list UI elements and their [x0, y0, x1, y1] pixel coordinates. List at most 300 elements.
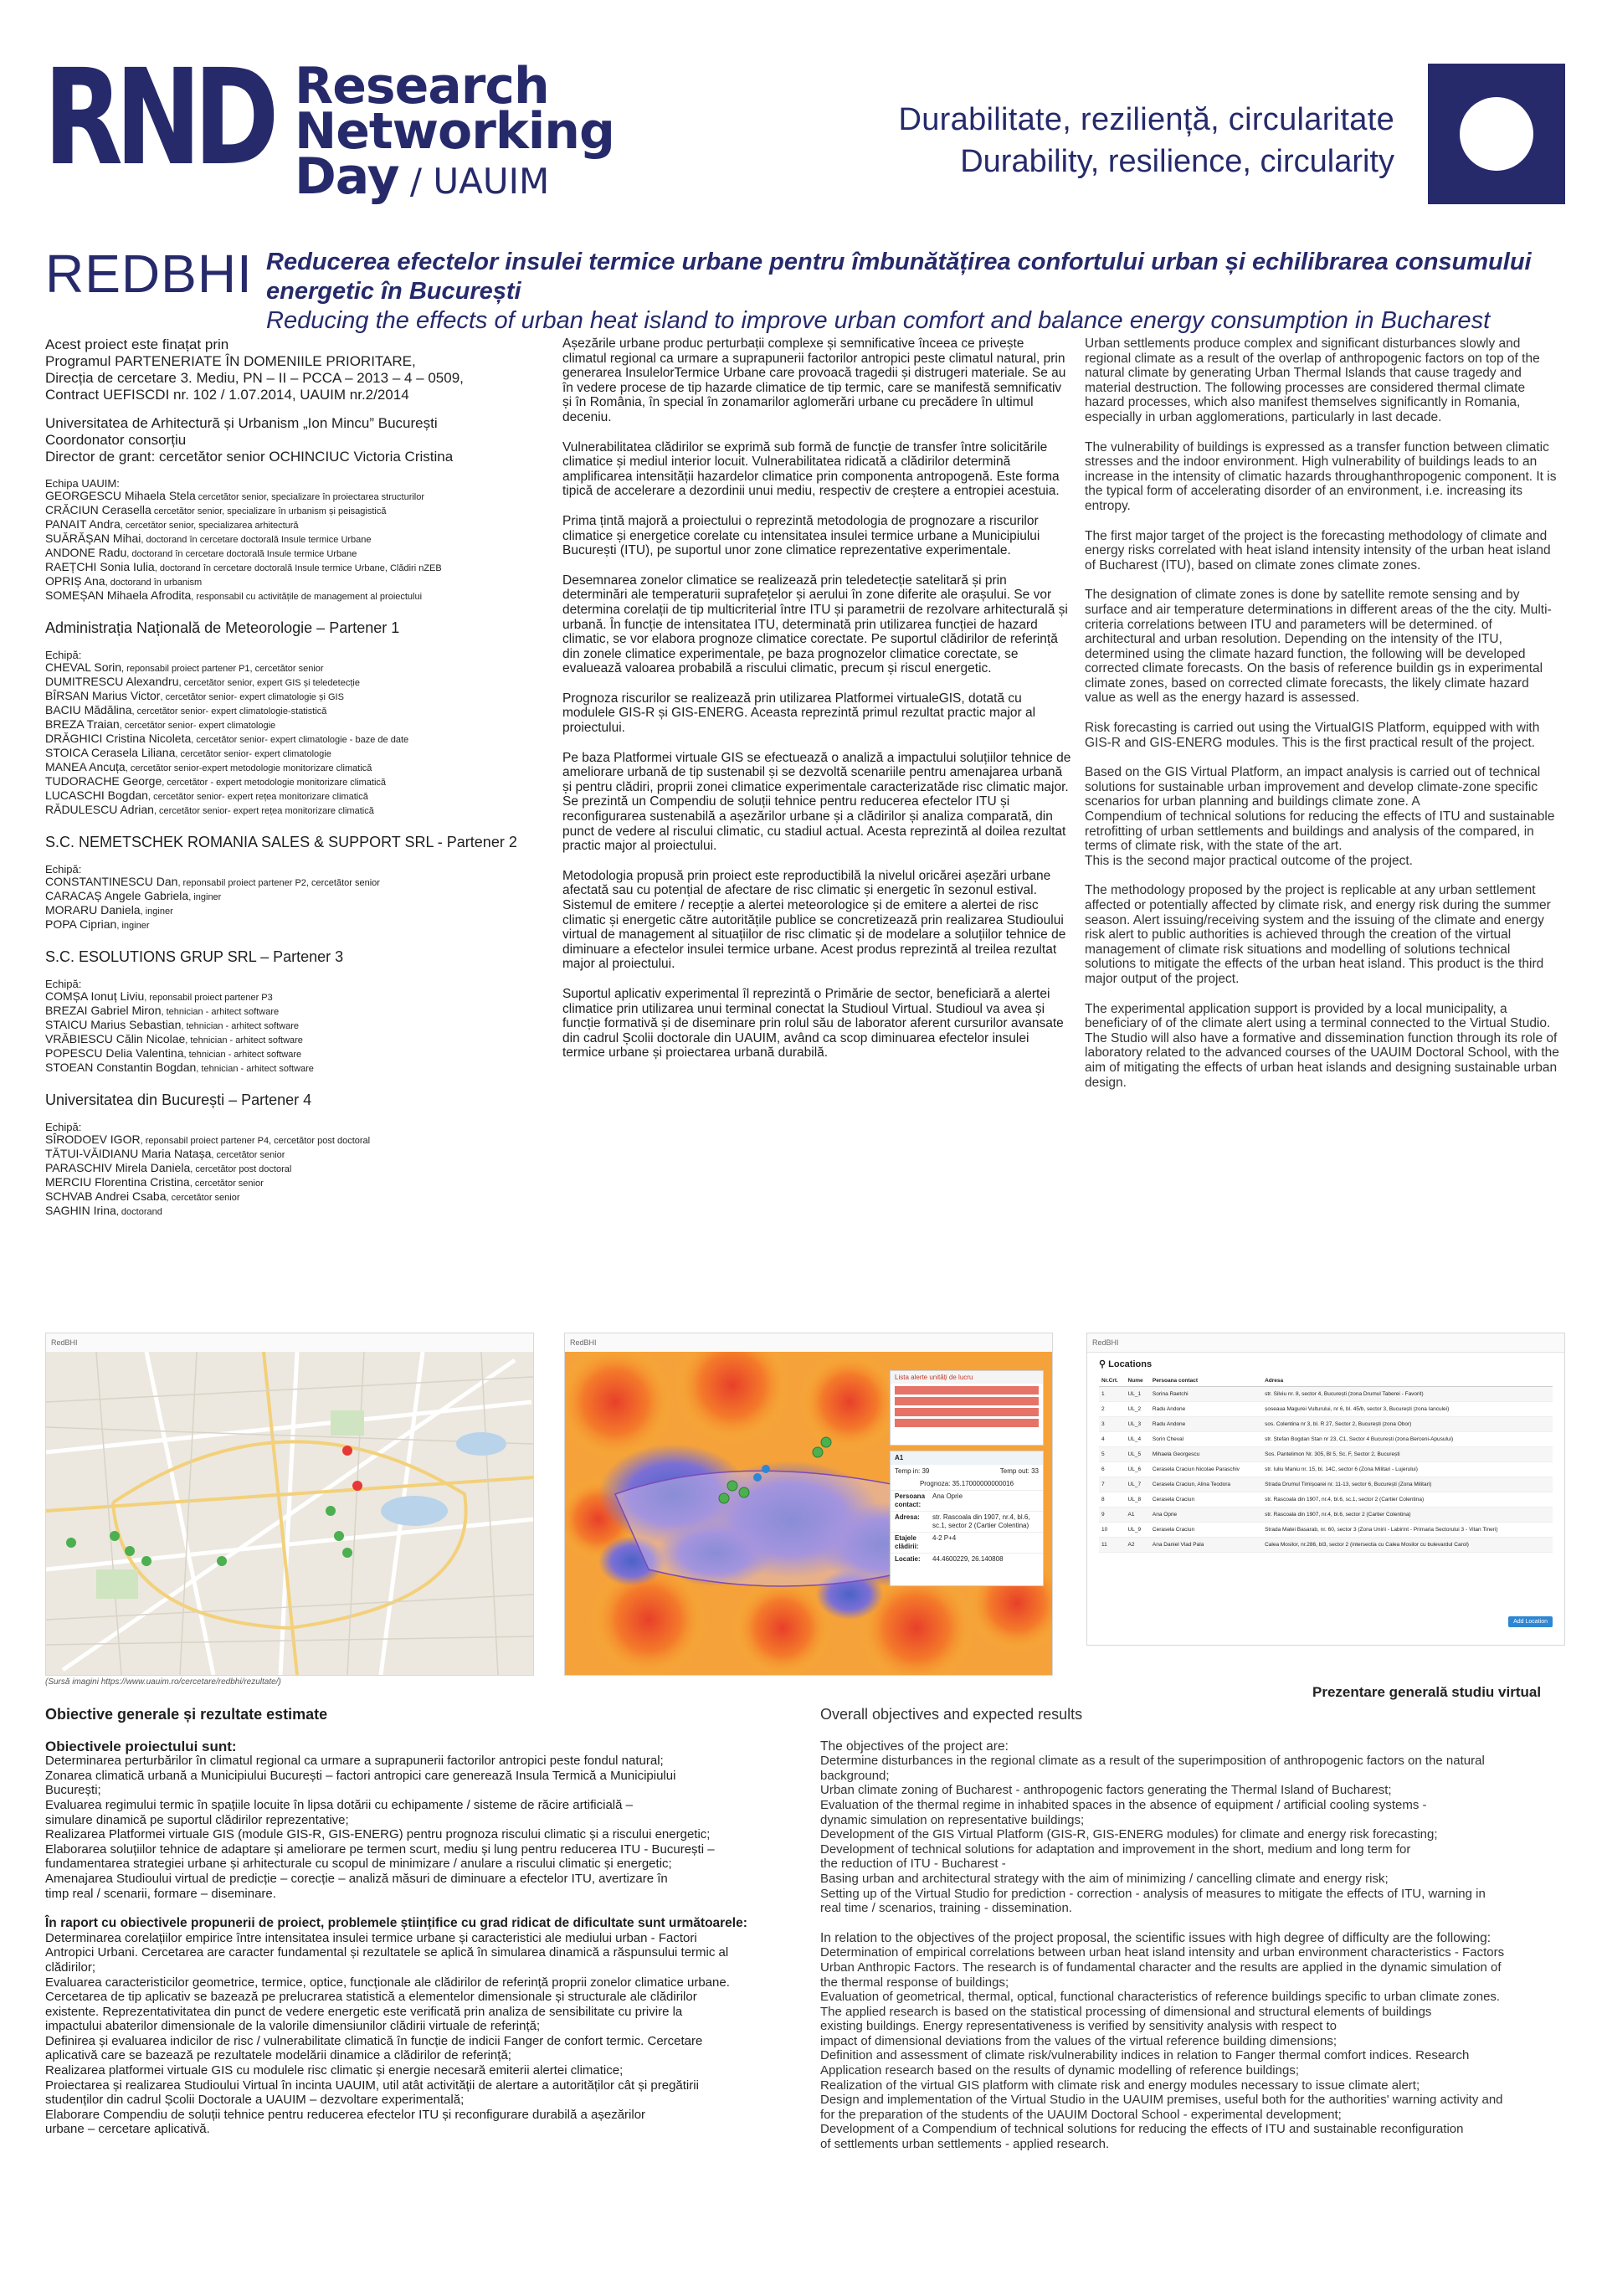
app-title-bar [46, 1333, 533, 1353]
issue-line: Cercetarea de tip aplicativ se bazează pe prelucrarea statistică a elementelor dimensionale și structurale ale clădirilor [45, 1990, 697, 2005]
issue-line: urbane – cercetare aplicativă. [45, 2122, 210, 2137]
screenshot-map-locations [45, 1333, 534, 1676]
issue-line: Elaborare Compendiu de soluții tehnice pentru reducerea efectelor ITU și reconfigurare durabilă a așezărilor [45, 2107, 646, 2122]
alert-list-panel [890, 1370, 1044, 1446]
objective-line: Realizarea Platformei virtuale GIS (module GIS-R, GIS-ENERG) pentru prognoza riscului climatic și a riscului energetic; [45, 1827, 711, 1842]
issue-line: Definition and assessment of climate risk/vulnerability indices in relation to Fanger thermal comfort indices. Research [820, 2048, 1470, 2063]
partner-name: S.C. NEMETSCHEK ROMANIA SALES & SUPPORT SRL - Partener 2 [45, 834, 517, 850]
member-role: , cercetător senior- expert climatologie și GIS [160, 692, 344, 702]
issue-line: Determinarea corelațiilor empirice între intensitatea insulei termice urbane și caracteristici ale mediului urban - Factori [45, 1930, 697, 1945]
locations-label: Locations [1108, 1359, 1153, 1369]
field-key: Locatie: [895, 1555, 921, 1563]
team-member [45, 904, 531, 918]
table-cell: Sos. Pantelimon Nr. 305, Bl 5, Sc. F, Sector 2, București [1262, 1447, 1553, 1462]
member-name: CONSTANTINESCU Dan [45, 875, 178, 888]
team-member [45, 1162, 531, 1176]
image-source-caption: (Sursă imagini https://www.uauim.ro/cercetare/redbhi/rezultate/) [45, 1677, 281, 1687]
partner-name: S.C. ESOLUTIONS GRUP SRL – Partener 3 [45, 948, 344, 965]
member-role: , doctorand în urbanism [105, 578, 203, 588]
issue-line: impact of dimensional deviations from the values of the virtual reference building dimensions; [820, 2033, 1337, 2048]
issue-line: aplicativă care se bazează pe rezultatele modelării dinamice a clădirilor de referință; [45, 2048, 511, 2063]
partner-team-label: Echipă: [45, 1121, 82, 1133]
paragraph-en: The designation of climate zones is done by satellite remote sensing and by surface and air temperature determinations in different areas of the the city. Multi-criteria correlations between ITU and parameters will be determined. of architectural and urban resolution. Depending on the intensity of the ITU, determined using the climate hazard function, the following will be developed corrected climate forecasts. On the basis of reference buildin gs in experimental climate zones, based on corrected climate forecasts, the likely climate hazard value as well as the energy hazard is assessed. [1085, 588, 1552, 706]
objective-line: Amenajarea Studioului virtual de predicție – corecție – analiză măsuri de diminuare a efectelor ITU, avertizare în [45, 1871, 668, 1886]
paragraph-ro: Desemnarea zonelor climatice se realizează prin teledetecție satelitară și prin determinări ale temperaturii suprafețelor și aerului în zone diferite ale orașului. Se vor determina corelații de tip multicriterial între ITU și parametrii de rezolvare arhitecturală și urbană. În funcție de intensitatea ITU, determinată prin utilizarea funcției de hazard climatic, se vor elabora prognoze climatice corectate. Pe suportul clădirilor de referință din zonele climatice experimentale, pe baza prognozelor climatice corectate, se evaluează valoarea probabilă a riscului climatic, precum și riscul energetic. [562, 573, 1068, 676]
alert-row[interactable] [895, 1419, 1039, 1427]
table-cell: Cerasela Craciun Nicolae Paraschiv [1150, 1462, 1262, 1477]
team-member [45, 890, 531, 904]
objective-line: Determinarea perturbărilor în climatul regional ca urmare a suprapunerii factorilor antropici peste fondul natural; [45, 1754, 664, 1769]
table-row[interactable] [1099, 1477, 1553, 1492]
field-key: Etajele clădirii: [895, 1534, 919, 1550]
member-role: , tehnician - arhitect software [161, 1007, 280, 1017]
app-title-bar [1087, 1333, 1564, 1353]
team-member [45, 732, 531, 747]
member-role: , tehnician - arhitect software [196, 1064, 314, 1074]
objective-line: simulare dinamică pe suportul clădirilor reprezentative; [45, 1812, 349, 1827]
member-name: SAGHIN Irina [45, 1204, 116, 1217]
issue-line: existing buildings. Energy representativeness is verified by sensitivity analysis with respect to [820, 2019, 1337, 2034]
table-cell: Ana Oprie [1150, 1508, 1262, 1523]
temp-in: Temp in: 39 [895, 1467, 930, 1475]
member-role: , cercetător senior [211, 1150, 285, 1160]
table-cell: str. Silviu nr. 8, sector 4, București (zona Drumul Taberei - Favorit) [1262, 1387, 1553, 1402]
table-cell: UL_7 [1126, 1477, 1150, 1492]
funding-line: Programul PARTENERIATE ÎN DOMENIILE PRIORITARE, [45, 353, 416, 369]
issue-line: Urban Anthropic Factors. The research is of fundamental character and the results are applied in the dynamic simulation of [820, 1960, 1502, 1975]
issue-line: Realizarea platformei virtuale GIS cu modulele risc climatic și energie necesară emiterii alertei climatice; [45, 2063, 624, 2078]
funding-line: Contract UEFISCDI nr. 102 / 1.07.2014, UAUIM nr.2/2014 [45, 387, 409, 403]
member-name: CRĂCIUN Cerasella [45, 503, 151, 516]
popup-field [891, 1553, 1043, 1565]
table-row[interactable] [1099, 1387, 1553, 1402]
table-cell: 6 [1099, 1462, 1126, 1477]
member-name: TĂTUI-VĂIDIANU Maria Natașa [45, 1147, 212, 1160]
member-role: , reponsabil proiect partener P3 [144, 993, 273, 1003]
partner-team-label: Echipă: [45, 978, 82, 990]
paragraph-en: Based on the GIS Virtual Platform, an impact analysis is carried out of technical solutions for sustainable urban improvement and develop climate-zone specific scenarios for urban planning and buildings climate zone. A Compendium of technical solutions for reducing the effects of ITU and sustainable retrofitting of urban settlements and buildings and analysis of the compared, in terms of climate risk, with the state of the art. This is the second major practical outcome of the project. [1085, 765, 1555, 868]
team-member [45, 504, 531, 518]
member-name: SOMEȘAN Mihaela Afrodita [45, 588, 192, 602]
member-role: , reponsabil proiect partener P4, cercetător post doctoral [140, 1136, 371, 1146]
team-member [45, 1133, 531, 1148]
member-role: , cercetător senior, expert GIS și teledetecție [178, 678, 360, 688]
project-title [266, 248, 1607, 336]
member-role: , tehnician - arhitect software [185, 1035, 303, 1045]
objective-line: Development of the GIS Virtual Platform (GIS-R, GIS-ENERG modules) for climate and energy risk forecasting; [820, 1827, 1438, 1842]
conference-theme [899, 99, 1395, 182]
virtual-studio-caption: Prezentare generală studiu virtual [1312, 1684, 1542, 1700]
app-title: RedBHI [1092, 1338, 1119, 1347]
team-member [45, 1176, 531, 1190]
objectives-en [820, 1708, 1563, 2152]
member-role: , cercetător senior, specializarea arhitectură [120, 521, 299, 531]
table-row[interactable] [1099, 1538, 1553, 1553]
theme-en: Durability, resilience, circularity [960, 144, 1394, 179]
member-name: RAEȚCHI Sonia Iulia [45, 560, 155, 573]
team-member [45, 1190, 531, 1205]
logo-word-networking: Networking [295, 102, 614, 161]
table-cell: UL_6 [1126, 1462, 1150, 1477]
team-uauim-label: Echipa UAUIM: [45, 477, 120, 490]
member-role: , cercetător senior- expert climatologie [119, 721, 276, 731]
member-role: , doctorand în cercetare doctorală Insule termice Urbane [141, 535, 372, 545]
table-cell: 10 [1099, 1523, 1126, 1538]
objective-line: Zonarea climatică urbană a Municipiului București – factori antropici care generează Insula Termică a Municipiului [45, 1768, 676, 1783]
issue-line: Definirea și evaluarea indicilor de risc / vulnerabilitate climatică în funcție de indicii Fanger de confort termic. Cercetare [45, 2033, 703, 2048]
forecast-value: Prognoza: 35.17000000000016 [919, 1480, 1014, 1487]
app-title: RedBHI [51, 1338, 78, 1347]
member-name: COMȘA Ionuț Liviu [45, 989, 145, 1003]
table-cell: Strada Matei Basarab, nr. 60, sector 3 (Zona Unirii - Labirint - Primaria Sectorului 3 - Vitan Tineri) [1262, 1523, 1553, 1538]
team-member [45, 718, 531, 732]
project-title-ro: Reducerea efectelor insulei termice urbane pentru îmbunătățirea confortului urban și echilibrarea consumului energetic în București [266, 249, 1532, 305]
table-row[interactable] [1099, 1462, 1553, 1477]
member-role: , cercetător post doctoral [190, 1164, 292, 1174]
issues-list-en [820, 1945, 1563, 2151]
alert-row[interactable] [895, 1408, 1039, 1416]
member-role: , doctorand în cercetare doctorală Insule termice Urbane [126, 549, 357, 559]
table-cell: UL_3 [1126, 1417, 1150, 1432]
member-role: cercetător senior, specializare în proiectarea structurilor [195, 492, 425, 502]
objectives-subheading-ro: Obiectivele proiectului sunt: [45, 1738, 237, 1754]
objective-line: timp real / scenarii, formare – diseminare. [45, 1886, 276, 1901]
issue-line: of settlements urban settlements - applied research. [820, 2137, 1110, 2152]
objective-line: real time / scenarios, training - dissemination. [820, 1901, 1072, 1916]
logo-day: Day [295, 147, 399, 206]
team-member [45, 789, 531, 804]
table-cell: UL_9 [1126, 1523, 1150, 1538]
objective-line: București; [45, 1783, 101, 1798]
coordinator-line: Director de grant: cercetător senior OCHINCIUC Victoria Cristina [45, 449, 454, 465]
member-name: GEORGESCU Mihaela Stela [45, 489, 196, 502]
objective-line: Urban climate zoning of Bucharest - anthropogenic factors generating the Thermal Island of Bucharest; [820, 1783, 1392, 1798]
table-header-cell: Nr.Crt. [1099, 1375, 1126, 1387]
partner-name: Administrația Națională de Meteorologie – Partener 1 [45, 619, 400, 636]
table-cell: str. Ștefan Bogdan Stan nr 23, C1, Sector 4 București (zona Berceni-Apusului) [1262, 1432, 1553, 1447]
paragraph-ro: Metodologia propusă prin proiect este reproductibilă la nivelul oricărei așezări urbane afectată sau cu potențial de afectare de risc climatic și energetic în sezonul estival. Sistemul de emitere / recepție a alertei meteorologice și de emitere a alertei de risc climatic și energetic către autoritățile publice se concretizează prin realizarea Studioului virtual de management al situațiilor de risc climatic și de modelare a soluțiilor tehnice de diminuare a efectelor insulei termice urbane. Acest produs reprezintă al treilea rezultat major al proiectului. [562, 868, 1066, 972]
table-cell: 5 [1099, 1447, 1126, 1462]
objective-line: Development of technical solutions for adaptation and improvement in the short, medium and long term for [820, 1841, 1411, 1857]
table-cell: 1 [1099, 1387, 1126, 1402]
left-column [45, 336, 531, 1219]
objective-line: the reduction of ITU - Bucharest - [820, 1857, 1006, 1872]
table-cell: str. Rascoala din 1907, nr.4, bl.6, sector 2 (Cartier Colentina) [1262, 1508, 1553, 1523]
member-role: , inginer [188, 892, 222, 902]
project-acronym: REDBHI [45, 244, 253, 304]
member-name: CHEVAL Sorin [45, 660, 122, 674]
team-uauim-list [45, 490, 531, 604]
table-cell: str. Rascoala din 1907, nr.4, bl.6, sc.1, sector 2 (Cartier Colentina) [1262, 1492, 1553, 1508]
member-role: , inginer [140, 907, 173, 917]
team-member [45, 747, 531, 761]
issue-line: Determination of empirical correlations between urban heat island intensity and urban environment characteristics - Factors [820, 1945, 1505, 1960]
location-pin-icon: ⚲ [1099, 1359, 1109, 1369]
member-name: STOICA Cerasela Liliana [45, 746, 176, 759]
field-value: str. Rascoala din 1907, nr.4, bl.6, sc.1, sector 2 (Cartier Colentina) [932, 1513, 1030, 1529]
partner-name: Universitatea din București – Partener 4 [45, 1091, 312, 1108]
member-role: , cercetător senior [166, 1193, 240, 1203]
team-member [45, 704, 531, 718]
team-member [45, 876, 531, 890]
table-header-cell: Persoana contact [1150, 1375, 1262, 1387]
issue-line: Application research based on the results of dynamic modelling of reference buildings; [820, 2063, 1299, 2078]
table-cell: UL_2 [1126, 1402, 1150, 1417]
team-member [45, 1148, 531, 1162]
table-cell: str. Iuliu Maniu nr. 15, bl. 14C, sector 6 (Zona Militari - Lujerului) [1262, 1462, 1553, 1477]
issue-line: The applied research is based on the statistical processing of dimensional and structural elements of buildings [820, 2004, 1432, 2019]
table-cell: UL_1 [1126, 1387, 1150, 1402]
objective-line: dynamic simulation on representative buildings; [820, 1812, 1085, 1827]
member-role: , responsabil cu activitățile de management al proiectului [191, 592, 423, 602]
member-name: POPESCU Delia Valentina [45, 1046, 184, 1060]
issue-line: impactului abaterilor dimensionale de la valorile dimensiunilor clădirii virtuale de referință; [45, 2019, 541, 2034]
objective-line: fundamentarea strategiei urbane și arhitecturale cu scopul de minimizare / anulare a riscului climatic și energetic; [45, 1857, 672, 1872]
table-cell: Mihaela Georgescu [1150, 1447, 1262, 1462]
team-member [45, 561, 531, 575]
app-title-bar [565, 1333, 1052, 1353]
member-role: , inginer [116, 921, 150, 931]
member-role: , cercetător senior [189, 1179, 264, 1189]
member-role: , reponsabil proiect partener P2, cercetător senior [177, 878, 380, 888]
member-name: SUĂRĂȘAN Mihai [45, 532, 141, 545]
member-name: SÎRODOEV IGOR [45, 1133, 141, 1146]
issue-line: Development of a Compendium of technical solutions for reducing the effects of ITU and sustainable reconfiguration [820, 2122, 1464, 2137]
table-header-cell: Nume [1126, 1375, 1150, 1387]
issue-line: Design and implementation of the Virtual Studio in the UAUIM premises, useful both for the authorities' warning activity and [820, 2093, 1503, 2108]
table-cell: Calea Mosilor, nr.286, bl3, sector 2 (intersectia cu Calea Mosilor cu bulevardul Carol) [1262, 1538, 1553, 1553]
member-name: VRĂBIESCU Călin Nicolae [45, 1032, 186, 1045]
paragraph-en: The first major target of the project is the forecasting methodology of climate and energy risks correlated with heat island intensity intensity of the urban heat island of Bucharest (ITU), based on climate zones climate zones. [1085, 528, 1551, 573]
project-title-en: Reducing the effects of urban heat island to improve urban comfort and balance energy consumption in Bucharest [266, 307, 1491, 334]
member-role: , tehnician - arhitect software [183, 1050, 302, 1060]
table-cell: 3 [1099, 1417, 1126, 1432]
issue-line: Proiectarea și realizarea Studioului Virtual în incinta UAUIM, util atât activității de alertare a autorităților cât și pregătirii [45, 2078, 699, 2093]
table-row[interactable] [1099, 1523, 1553, 1538]
team-member [45, 918, 531, 932]
team-member [45, 1033, 531, 1047]
popup-id: A1 [891, 1451, 1043, 1465]
member-name: POPA Ciprian [45, 917, 117, 931]
paragraph-ro: Suportul aplicativ experimental îl reprezintă o Primărie de sector, beneficiară a alertei climatice prin utilizarea unui terminal conectat la Studioul Virtual. Studioul va avea și funcție formativă și de diseminare prin rolul său de laborator aferent cursurilor avansate din cadrul Școlii doctorale din UAUIM, având ca scop diminuarea efectelor insulei termice urbane și proiectarea urbană durabilă. [562, 986, 1064, 1061]
member-name: STOEAN Constantin Bogdan [45, 1061, 197, 1074]
alert-row[interactable] [895, 1397, 1039, 1405]
field-key: Adresa: [895, 1513, 920, 1521]
table-header-row [1099, 1375, 1553, 1387]
issues-heading-en: In relation to the objectives of the project proposal, the scientific issues with high degree of difficulty are the following: [820, 1930, 1491, 1945]
paragraph-ro: Prognoza riscurilor se realizează prin utilizarea Platformei virtualeGIS, dotată cu modulele GIS-R și GIS-ENERG. Aceasta reprezintă primul rezultat practic major al proiectului. [562, 691, 1036, 736]
member-role: , cercetător senior- expert climatologie [175, 749, 331, 759]
paragraph-en: The experimental application support is provided by a local municipality, a beneficiary of of the climate alert using a terminal connected to the Virtual Studio. The Studio will also have a formative and dissemination function through its role of laboratory related to the advanced courses of the UAUIM Doctoral School, with the aim of mitigating the effects of urban heat islands and designing sustainable urban design. [1085, 1001, 1559, 1090]
table-row[interactable] [1099, 1432, 1553, 1447]
table-cell: Cerasela Craciun, Alina Teodora [1150, 1477, 1262, 1492]
member-role: , cercetător - expert metodologie monitorizare climatică [162, 778, 387, 788]
screenshot-locations-table [1086, 1333, 1565, 1646]
partner-team-label: Echipă: [45, 649, 82, 661]
table-cell: UL_8 [1126, 1492, 1150, 1508]
funding-line: Direcția de cercetare 3. Mediu, PN – II – PCCA – 2013 – 4 – 0509, [45, 370, 464, 386]
table-cell: Sorina Raetchi [1150, 1387, 1262, 1402]
member-name: SCHVAB Andrei Csaba [45, 1189, 167, 1203]
partner-team-label: Echipă: [45, 863, 82, 876]
team-member [45, 547, 531, 561]
objective-line: background; [820, 1768, 890, 1783]
objective-line: Evaluation of the thermal regime in inhabited spaces in the absence of equipment / artificial cooling systems - [820, 1797, 1427, 1812]
popup-field [891, 1511, 1043, 1532]
table-cell: 11 [1099, 1538, 1126, 1553]
table-cell: 2 [1099, 1402, 1126, 1417]
objectives-heading-en: Overall objectives and expected results [820, 1706, 1083, 1723]
table-cell: Ana Daniel Vlad Pala [1150, 1538, 1262, 1553]
temp-out: Temp out: 33 [999, 1467, 1039, 1475]
member-name: LUCASCHI Bogdan [45, 788, 148, 802]
popup-field [891, 1532, 1043, 1553]
member-role: , doctorand în cercetare doctorală Insule termice Urbane, Clădiri nZEB [154, 563, 442, 573]
objective-line: Setting up of the Virtual Studio for prediction - correction - analysis of measures to mitigate the effects of ITU, warning in [820, 1886, 1486, 1901]
paragraph-en: Urban settlements produce complex and significant disturbances slowly and regional climate as a result of the overlap of anthropogenic factors on top of the natural climate by generating Urban Thermal Islands that cause tragedy and material destruction. The following processes are considered thermal climate hazard processes, which also manifest themselves significantly in Romania, especially in urban agglomerations, particularly in last decade. [1085, 336, 1540, 424]
table-cell: 4 [1099, 1432, 1126, 1447]
popup-fields [891, 1490, 1043, 1565]
team-member [45, 518, 531, 532]
paragraph-en: The methodology proposed by the project is replicable at any urban settlement affected or potentially affected by climate risk, and energy risk during the summer season. Alert issuing/receiving system and the issuing of the climate and energy risk alert to public authorities is achieved through the creation of the virtual management of climate risk situations and modelling of solutions technical solutions to mitigate the effects of the urban heat island. This product is the third major output of the project. [1085, 883, 1551, 986]
alert-list-title: Lista alerte unități de lucru [891, 1371, 1043, 1384]
logo-word-day [295, 147, 614, 206]
member-name: BREZAI Gabriel Miron [45, 1004, 162, 1017]
funding-line: Acest proiect este finațat prin [45, 336, 229, 352]
table-cell: Cerasela Craciun [1150, 1523, 1262, 1538]
team-member [45, 575, 531, 589]
table-cell: Strada Drumul Timișoarei nr. 11-13, sector 6, București (Zona Militari) [1262, 1477, 1553, 1492]
issue-line: the thermal response of buildings; [820, 1975, 1009, 1990]
coordinator-line: Coordonator consorțiu [45, 432, 187, 448]
team-member [45, 761, 531, 775]
table-row[interactable] [1099, 1447, 1553, 1462]
middle-column-ro [562, 336, 1071, 1076]
member-name: DRĂGHICI Cristina Nicoleta [45, 732, 192, 745]
table-cell: A1 [1126, 1508, 1150, 1523]
member-name: RĂDULESCU Adrian [45, 803, 154, 816]
add-location-button[interactable]: Add Location [1508, 1616, 1553, 1627]
paragraph-en: The vulnerability of buildings is expressed as a transfer function between climatic stresses and the indoor environment. High vulnerability of buildings leads to an increase in the intensity of climatic hazards throughanthropogenic component. It is the typical form of accelerating disorder of an environment, i.e. increasing its entropy. [1085, 439, 1557, 513]
member-role: , doctorand [116, 1207, 162, 1217]
alert-row[interactable] [895, 1386, 1039, 1395]
table-cell: A2 [1126, 1538, 1150, 1553]
popup-field [891, 1490, 1043, 1511]
team-member [45, 589, 531, 604]
logo-word-research: Research [295, 57, 549, 116]
team-member [45, 532, 531, 547]
member-name: BACIU Mădălina [45, 703, 132, 717]
table-cell: șoseaua Magurei Vulturului, nr 6, bl. 45/b, sector 3, București (zona Ianculei) [1262, 1402, 1553, 1417]
app-title: RedBHI [570, 1338, 597, 1347]
logo-uauim: / UAUIM [398, 161, 550, 202]
team-member [45, 661, 531, 675]
locations-table [1099, 1375, 1553, 1553]
table-row[interactable] [1099, 1492, 1553, 1508]
issue-line: studenților din cadrul Școlii Doctorale a UAUIM – dezvoltare experimentală; [45, 2093, 465, 2108]
issue-line: existente. Reprezentativitatea din punct de vedere energetic este verificată prin analiza de sensibilitate cu privire la [45, 2004, 683, 2019]
paragraph-en: Risk forecasting is carried out using the VirtualGIS Platform, equipped with with GIS-R and GIS-ENERG modules. This is the first practical result of the project. [1085, 721, 1540, 750]
team-member [45, 1061, 531, 1076]
paragraph-ro: Prima țintă majoră a proiectului o reprezintă metodologia de prognozare a riscurilor climatice și energetice corelate cu intensitatea insulei termice urbane a Municipiului București (ITU), pe suportul unor zone climatice reprezentative experimentale. [562, 513, 1040, 558]
member-role: , cercetător senior-expert metodologie monitorizare climatică [125, 763, 372, 773]
member-name: BREZA Traian [45, 717, 120, 731]
table-cell: Radu Andone [1150, 1417, 1262, 1432]
member-name: PARASCHIV Mirela Daniela [45, 1161, 191, 1174]
team-member [45, 1004, 531, 1019]
team-member [45, 990, 531, 1004]
member-name: MORARU Daniela [45, 903, 141, 917]
table-cell: Radu Andone [1150, 1402, 1262, 1417]
team-member [45, 690, 531, 704]
member-name: DUMITRESCU Alexandru [45, 675, 179, 688]
member-name: MANEA Ancuța [45, 760, 126, 773]
table-cell: UL_5 [1126, 1447, 1150, 1462]
rnd-logo: RND [44, 41, 272, 195]
field-value: 44.4600229, 26.140808 [932, 1555, 1004, 1563]
coordinator-info [45, 415, 531, 465]
field-key: Persoana contact: [895, 1492, 926, 1508]
table-cell: 7 [1099, 1477, 1126, 1492]
objective-line: Evaluarea regimului termic în spațiile locuite în lipsa dotării cu echipamente / sisteme de răcire artificială – [45, 1797, 633, 1812]
member-role: , cercetător senior- expert rețea monitorizare climatică [153, 806, 374, 816]
table-cell: 9 [1099, 1508, 1126, 1523]
city-map [46, 1352, 533, 1675]
team-member [45, 1019, 531, 1033]
team-member [45, 1047, 531, 1061]
member-role: , cercetător senior- expert rețea monitorizare climatică [147, 792, 368, 802]
objectives-subheading-en: The objectives of the project are: [820, 1739, 1009, 1754]
popup-temps [891, 1465, 1043, 1478]
issue-line: for the preparation of the students of the UAUIM Doctoral School - experimental development; [820, 2107, 1342, 2122]
member-name: PANAIT Andra [45, 517, 121, 531]
paragraph-ro: Așezările urbane produc perturbații complexe și semnificative înceea ce privește climatul regional ca urmare a suprapunerii factorilor antropici peste climatul natural, prin generarea InsulelorTermice Urbane care provoacă tragedii și distrugeri materiale. Se au în vedere procese de tip hazarde climatice de tip termic, care se manifestă semnificativ și în România, în special în zonamarilor aglomerări urbane cu precădere în ultimul deceniu. [562, 336, 1066, 424]
alert-detail-popup [890, 1451, 1044, 1586]
issue-line: Antropici Urbani. Cercetarea are caracter fundamental și rezultatele se aplică în simularea dinamică a răspunsului termic al [45, 1945, 729, 1960]
rnd-logo-words [295, 57, 614, 206]
team-member [45, 490, 531, 504]
objective-line: Determine disturbances in the regional climate as a result of the superimposition of anthropogenic factors on the natural [820, 1754, 1485, 1769]
table-header-cell: Adresa [1262, 1375, 1553, 1387]
objectives-list-ro [45, 1754, 782, 1901]
team-member [45, 775, 531, 789]
issue-line: Realization of the virtual GIS platform with climate risk and energy modules necessary to issue climate alert; [820, 2078, 1420, 2093]
member-name: ANDONE Radu [45, 546, 127, 559]
table-cell: sos. Colentina nr 3, bl. R 27, Sector 2, București (zona Obor) [1262, 1417, 1553, 1432]
member-name: OPRIȘ Ana [45, 574, 105, 588]
issues-list-ro [45, 1931, 782, 2137]
paragraph-ro: Vulnerabilitatea clădirilor se exprimă sub formă de funcție de transfer între solicitările climatice și mediul interior locuit. Vulnerabilitatea ridicată a clădirilor determină amplificarea intensității hazardelor climatice prin componenta antropogenă. Este forma tipică de accelerare a dezordinii unui mediu, respectiv de creștere a entropiei acestuia. [562, 439, 1060, 499]
right-column-en [1085, 336, 1563, 1105]
member-name: CARACAȘ Angele Gabriela [45, 889, 189, 902]
team-member [45, 804, 531, 818]
funding-info [45, 336, 531, 403]
issue-line: Evaluarea caracteristicilor geometrice, termice, optice, funcționale ale clădirilor de referință proprii zonelor climatice urbane. [45, 1975, 730, 1990]
member-name: MERCIU Florentina Cristina [45, 1175, 190, 1189]
table-cell: UL_4 [1126, 1432, 1150, 1447]
table-row[interactable] [1099, 1402, 1553, 1417]
objective-line: Elaborarea soluțiilor tehnice de adaptare și ameliorare pe termen scurt, mediu și lung pentru reducerea ITU - București – [45, 1841, 715, 1857]
table-cell: Sorin Cheval [1150, 1432, 1262, 1447]
table-row[interactable] [1099, 1417, 1553, 1432]
table-cell: 8 [1099, 1492, 1126, 1508]
table-row[interactable] [1099, 1508, 1553, 1523]
locations-section-title [1099, 1359, 1152, 1369]
team-member [45, 675, 531, 690]
member-role: , cercetător senior- expert climatologie - baze de date [191, 735, 409, 745]
member-role: , reponsabil proiect partener P1, cercetător senior [121, 664, 324, 674]
issue-line: Evaluation of geometrical, thermal, optical, functional characteristics of reference buildings specific to urban climate zones. [820, 1990, 1501, 2005]
